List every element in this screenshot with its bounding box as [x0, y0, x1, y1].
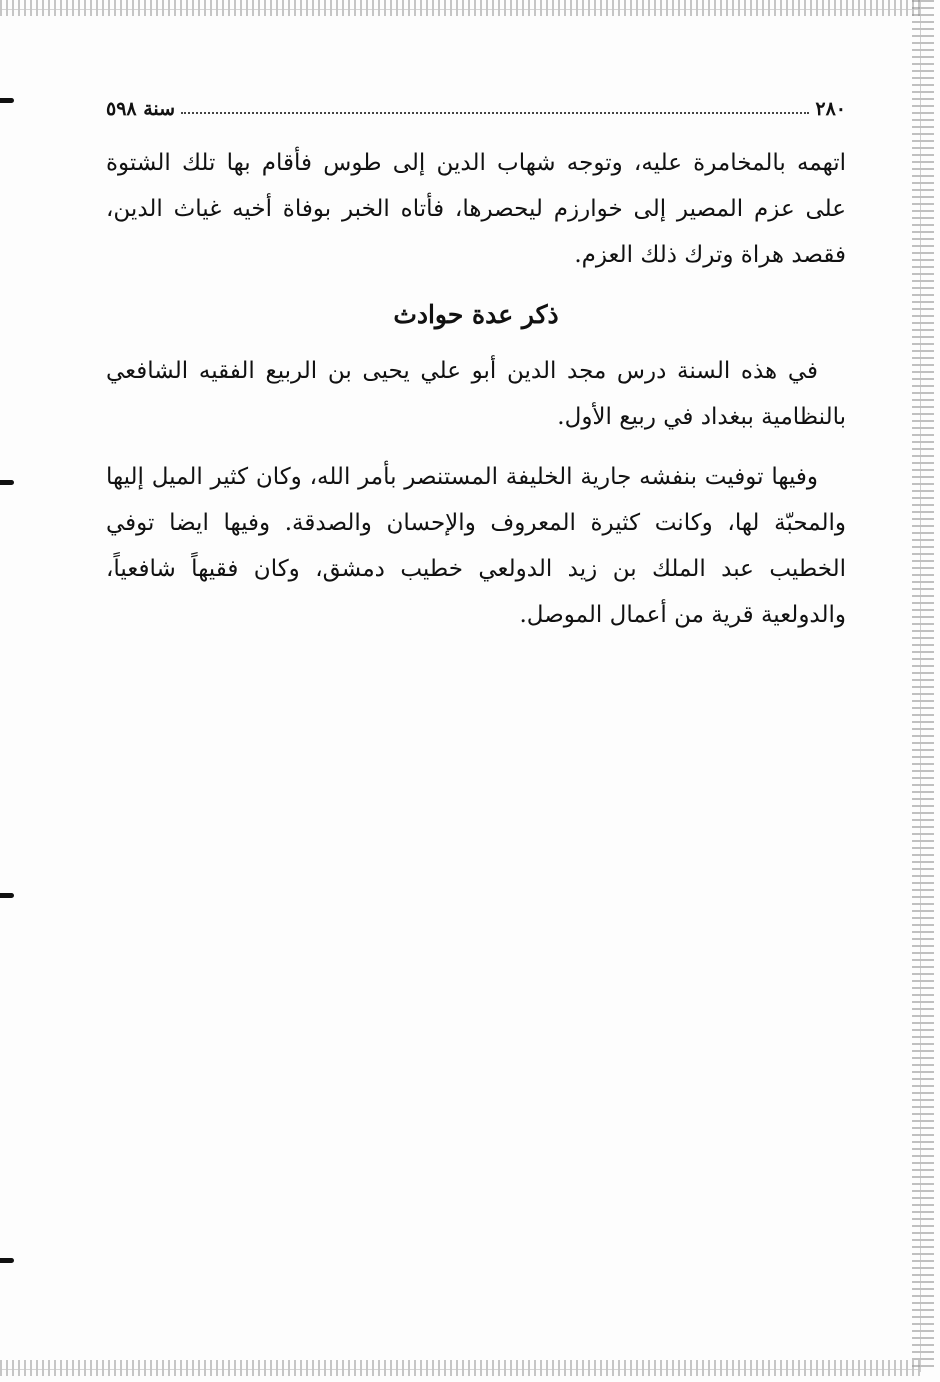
scan-edge-mark	[0, 893, 14, 898]
leader-dots	[181, 112, 809, 114]
scan-edge-mark	[0, 480, 14, 485]
page-number: ٢٨٠	[815, 98, 846, 120]
decorative-border-bottom	[0, 1360, 920, 1376]
page-body	[106, 140, 846, 638]
page-header	[106, 84, 846, 120]
decorative-border-top	[0, 0, 920, 16]
decorative-border-right	[912, 0, 934, 1372]
body-paragraph: اتهمه بالمخامرة عليه، وتوجه شهاب الدين إلى طوس فأقام بها تلك الشتوة على عزم المصير إلى خوارزم ليحصرها، فأتاه الخبر بوفاة أخيه غياث الدين، فقصد هراة وترك ذلك العزم.	[106, 150, 846, 268]
body-paragraph: في هذه السنة درس مجد الدين أبو علي يحيى بن الربيع الفقيه الشافعي بالنظامية ببغداد في ربيع الأول.	[106, 358, 846, 430]
body-paragraph: وفيها توفيت بنفشه جارية الخليفة المستنصر بأمر الله، وكان كثير الميل إليها والمحبّة لها، وكانت كثيرة المعروف والإحسان والصدقة. وفيها ايضا توفي الخطيب عبد الملك بن زيد الدولعي خطيب دمشق، وكان فقيهاً شافعياً، والدولعية قرية من أعمال الموصل.	[106, 464, 846, 628]
section-heading: ذكر عدة حوادث	[393, 300, 559, 329]
scan-edge-mark	[0, 98, 14, 103]
scan-edge-mark	[0, 1258, 14, 1263]
running-title: سنة ٥٩٨	[106, 98, 176, 120]
